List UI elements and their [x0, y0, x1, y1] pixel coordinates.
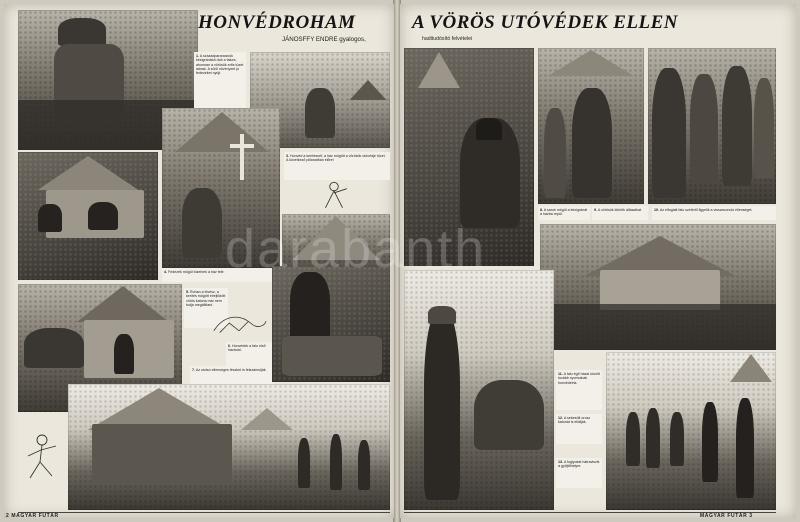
photo-wounded-enemy [404, 270, 554, 510]
footer-right: MAGYAR FUTÁR 3 [700, 513, 753, 519]
byline: JÁNOSFFY ENDRE gyalogos, [282, 36, 366, 43]
caption-12: 12. A sebesült orosz katonát is ellátják. [556, 414, 602, 444]
photo-kneeling-soldier [404, 48, 534, 266]
byline-right: haditudósító felvételei [422, 36, 473, 42]
footer-left: 2 MAGYAR FUTÁR [6, 513, 59, 519]
caption-4: 4. Fedezék mögül tüzelnek a ház felé. [162, 268, 280, 282]
photo-prisoners-column [606, 352, 776, 510]
illustration-running-soldier [22, 432, 62, 482]
illustration-hand-sketch [210, 308, 268, 340]
headline-right: A VÖRÖS UTÓVÉDEK ELLEN [412, 12, 678, 33]
caption-1: 1. A századparancsnok kézigránátot dob a falura, ahonnan a vörösök erős tüzet adnak. A sűrű növényzet jó fedezéket nyújt. [194, 52, 246, 108]
caption-13: 13. A foglyokat hátraviszik a gyűjtőhelyre. [556, 458, 602, 488]
caption-8: 8. A sarok mögül a kézigránát a házba repül. [538, 206, 590, 220]
caption-7: 7. Az utolsó ellenséges fészket is felszámolják. [190, 366, 274, 388]
photo-hut-attack [18, 152, 158, 280]
right-page [400, 4, 796, 518]
footer-rule-left [18, 512, 390, 513]
photo-cross-hut [162, 108, 280, 268]
watermark-text: darabanth [225, 219, 487, 279]
left-page [4, 4, 394, 518]
caption-9: 9. A vörösök kiürítik állásaikat. [592, 206, 648, 220]
headline-left: HONVÉDROHAM [198, 12, 356, 33]
caption-10: 10. Az elfoglalt falu széléről figyelik a visszavonuló ellenséget. [652, 206, 776, 220]
caption-11: 11. A falu égő házai között tovább nyomulnak honvédeink. [556, 370, 602, 410]
caption-5: 5. Rohan a lövész, a kerítés mögött elrejtőzött vörös katona már nem tudja megállítani. [184, 288, 228, 328]
photo-fence-assault [272, 266, 390, 382]
illustration-soldier-sketch [309, 178, 359, 210]
photo-soldier-group [648, 48, 776, 204]
photo-village-street [68, 384, 390, 510]
caption-3: 3. Honvéd a kerítésnél; a ház mögött a vörösök utóvédje tüzel. A következő pillanatban előre! [284, 152, 390, 180]
photo-doorway [538, 48, 644, 204]
photo-village-panorama [540, 224, 776, 350]
caption-6: 6. Honvédek a falu első házánál. [226, 342, 274, 366]
